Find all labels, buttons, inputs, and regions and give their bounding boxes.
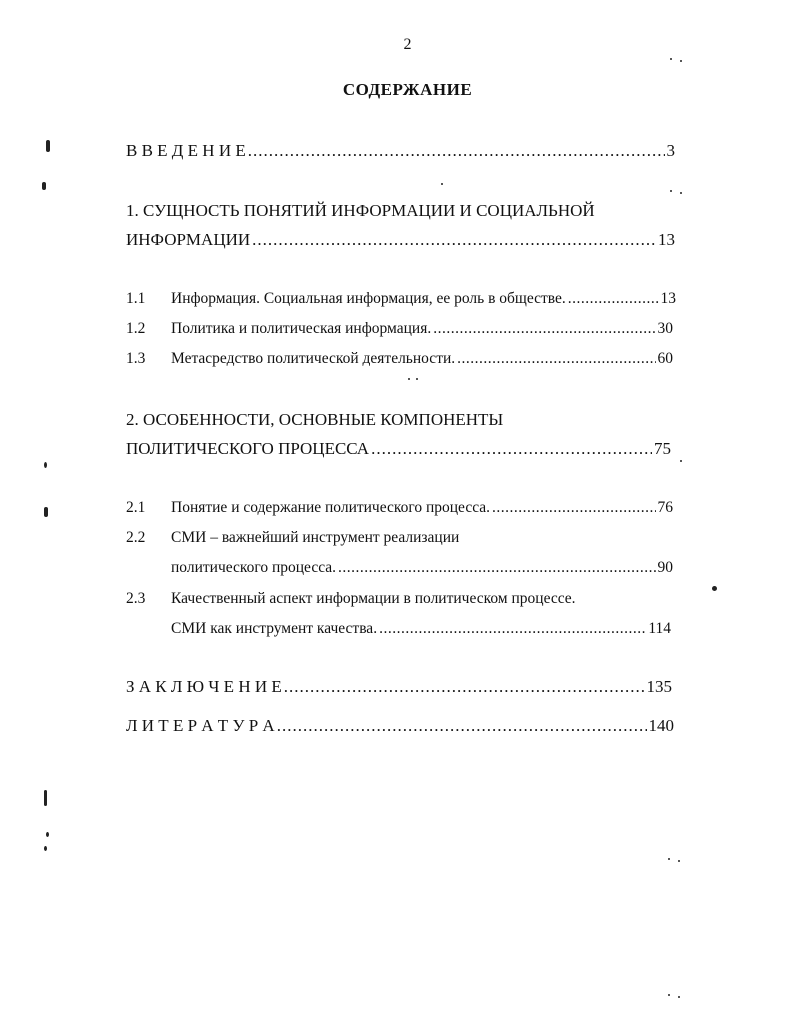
page-title: СОДЕРЖАНИЕ: [342, 80, 473, 99]
toc-page: 76: [657, 499, 673, 516]
toc-chapter-2-line-1: 2. ОСОБЕННОСТИ, ОСНОВНЫЕ КОМПОНЕНТЫ: [126, 410, 504, 429]
dot-leader: [379, 618, 646, 640]
toc-section-number: 2.3: [126, 590, 146, 607]
toc-entry-section-2-1: [171, 497, 673, 519]
scan-speck: [668, 994, 670, 996]
toc-page: 90: [657, 559, 673, 576]
scan-speck: [680, 192, 682, 194]
scan-speck: [44, 790, 47, 806]
toc-label: СМИ как инструмент качества.: [171, 620, 378, 637]
toc-label: В В Е Д Е Н И Е: [126, 141, 246, 160]
toc-entry-section-1-1: [171, 288, 676, 310]
toc-label: ИНФОРМАЦИИ: [126, 230, 251, 249]
toc-entry-chapter-1: [126, 228, 675, 252]
dot-leader: [338, 557, 655, 579]
toc-chapter-1-line-1: 1. СУЩНОСТЬ ПОНЯТИЙ ИНФОРМАЦИИ И СОЦИАЛЬНОЙ: [126, 201, 595, 220]
toc-label: Метасредство политической деятельности.: [171, 350, 456, 367]
dot-leader: [492, 497, 655, 519]
toc-entry-literature: [126, 714, 674, 738]
scan-speck: [44, 462, 47, 468]
toc-entry-conclusion: [126, 675, 672, 699]
toc-page: 60: [657, 350, 673, 367]
scan-speck: [678, 996, 680, 998]
scan-speck: [46, 832, 49, 837]
toc-entry-chapter-2: [126, 437, 671, 461]
scan-speck: [416, 378, 418, 380]
scan-speck: [670, 58, 672, 60]
scan-speck: [46, 140, 50, 152]
toc-section-2-3-line-1: Качественный аспект информации в политическом процессе.: [171, 590, 576, 607]
toc-section-number: 1.3: [126, 350, 146, 367]
scan-speck: [44, 846, 47, 851]
toc-entry-section-2-3: [171, 618, 671, 640]
toc-section-2-2-line-1: СМИ – важнейший инструмент реализации: [171, 529, 460, 546]
toc-page: 13: [660, 290, 676, 307]
toc-label: Информация. Социальная информация, ее роль в обществе.: [171, 290, 566, 307]
scan-speck: [668, 858, 670, 860]
scan-speck: [712, 586, 717, 591]
toc-label: Понятие и содержание политического процесса.: [171, 499, 491, 516]
toc-entry-section-1-2: [171, 318, 673, 340]
toc-page: 13: [658, 230, 675, 249]
toc-section-number: 1.1: [126, 290, 146, 307]
dot-leader: [433, 318, 655, 340]
dot-leader: [568, 288, 659, 310]
toc-label: Политика и политическая информация.: [171, 320, 432, 337]
toc-section-number: 2.1: [126, 499, 146, 516]
toc-label: политического процесса.: [171, 559, 337, 576]
scan-speck: [680, 460, 682, 462]
toc-label: З А К Л Ю Ч Е Н И Е: [126, 677, 282, 696]
toc-entry-section-2-2: [171, 557, 673, 579]
toc-page: 3: [666, 141, 675, 160]
dot-leader: [284, 675, 645, 699]
scan-speck: [441, 183, 443, 185]
scan-speck: [408, 378, 410, 380]
toc-section-number: 1.2: [126, 320, 146, 337]
toc-label: ПОЛИТИЧЕСКОГО ПРОЦЕССА: [126, 439, 370, 458]
scan-speck: [680, 60, 682, 62]
page-number: 2: [403, 36, 412, 53]
toc-label: Л И Т Е Р А Т У Р А: [126, 716, 275, 735]
scan-speck: [678, 860, 680, 862]
toc-page: 135: [646, 677, 672, 696]
scan-speck: [42, 182, 46, 190]
toc-page: 140: [648, 716, 674, 735]
toc-section-number: 2.2: [126, 529, 146, 546]
scan-speck: [44, 507, 48, 517]
toc-page: 30: [657, 320, 673, 337]
dot-leader: [252, 228, 656, 252]
dot-leader: [457, 348, 655, 370]
scan-speck: [670, 190, 672, 192]
toc-page: 75: [654, 439, 671, 458]
toc-entry-section-1-3: [171, 348, 673, 370]
toc-entry-introduction: [126, 139, 675, 163]
dot-leader: [371, 437, 652, 461]
toc-page: 114: [648, 620, 671, 637]
dot-leader: [277, 714, 647, 738]
dot-leader: [248, 139, 665, 163]
